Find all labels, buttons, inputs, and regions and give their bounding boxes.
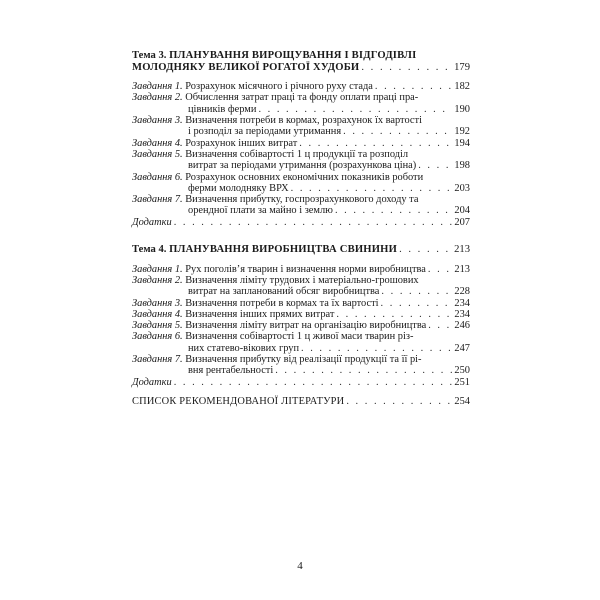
appendix-label: Додатки bbox=[132, 216, 172, 228]
section-3-page: 179 bbox=[454, 61, 470, 73]
item-text-cont: орендної плати за майно і землю bbox=[188, 205, 333, 217]
item-text: Визначення прибутку від реалізації продукції та її рі- bbox=[185, 354, 422, 366]
dot-leader bbox=[361, 62, 452, 74]
toc-item bbox=[132, 194, 470, 217]
section-4-title: ПЛАНУВАННЯ ВИРОБНИЦТВА СВИНИНИ bbox=[169, 244, 398, 256]
item-head: Завдання 2. bbox=[132, 92, 183, 104]
item-page: 203 bbox=[454, 182, 470, 194]
toc-section-4-heading bbox=[132, 244, 470, 256]
toc-appendix bbox=[132, 377, 470, 388]
page-number: 4 bbox=[297, 560, 303, 572]
dot-leader bbox=[335, 205, 452, 216]
dot-leader bbox=[174, 377, 452, 388]
item-page: 234 bbox=[454, 308, 470, 320]
appendix-page: 251 bbox=[454, 376, 470, 388]
item-text: Розрахунок основних економічних показників роботи bbox=[185, 171, 424, 183]
toc-item bbox=[132, 320, 470, 331]
toc-appendix bbox=[132, 217, 470, 228]
toc-item bbox=[132, 354, 470, 377]
toc-item bbox=[132, 138, 470, 149]
dot-leader bbox=[428, 264, 452, 275]
toc-item bbox=[132, 331, 470, 354]
item-page: 192 bbox=[454, 126, 470, 138]
section-3-title-line1: ПЛАНУВАННЯ ВИРОЩУВАННЯ І ВІДГОДІВЛІ bbox=[169, 50, 417, 61]
toc-item bbox=[132, 172, 470, 195]
appendix-label: Додатки bbox=[132, 376, 172, 388]
dot-leader bbox=[174, 217, 452, 228]
item-page: 198 bbox=[454, 160, 470, 172]
item-head: Завдання 3. bbox=[132, 115, 183, 127]
item-head: Завдання 1. bbox=[132, 263, 183, 275]
dot-leader bbox=[381, 286, 452, 297]
dot-leader bbox=[291, 183, 452, 194]
item-text: Обчислення затрат праці та фонду оплати праці пра- bbox=[185, 92, 419, 104]
toc-section-3-heading bbox=[132, 50, 470, 73]
item-page: 234 bbox=[454, 297, 470, 309]
item-text-cont: і розподіл за періодами утримання bbox=[188, 126, 342, 138]
item-text: Визначення ліміту витрат на організацію виробництва bbox=[185, 320, 427, 332]
toc-item bbox=[132, 298, 470, 309]
toc-item bbox=[132, 264, 470, 275]
item-page: 182 bbox=[454, 81, 470, 93]
item-text-cont: ферми молодняку ВРХ bbox=[188, 182, 289, 194]
dot-leader bbox=[301, 343, 452, 354]
item-page: 204 bbox=[454, 205, 470, 217]
item-text: Визначення прибутку, госпрозрахункового доходу та bbox=[185, 194, 419, 206]
item-text-cont: витрат за періодами утримання (розрахункова ціна) bbox=[188, 160, 417, 172]
item-head: Завдання 4. bbox=[132, 308, 183, 320]
section-3-prefix: Тема 3. bbox=[132, 50, 167, 61]
dot-leader bbox=[346, 396, 452, 407]
item-page: 250 bbox=[454, 365, 470, 377]
item-page: 190 bbox=[454, 103, 470, 115]
item-head: Завдання 5. bbox=[132, 148, 183, 160]
item-head: Завдання 1. bbox=[132, 81, 183, 93]
dot-leader bbox=[418, 160, 452, 171]
item-head: Завдання 6. bbox=[132, 171, 183, 183]
item-head: Завдання 3. bbox=[132, 297, 183, 309]
references-label: СПИСОК РЕКОМЕНДОВАНОЇ ЛІТЕРАТУРИ bbox=[132, 395, 345, 407]
toc-references bbox=[132, 396, 470, 407]
dot-leader bbox=[375, 81, 452, 92]
item-text: Визначення інших прямих витрат bbox=[185, 308, 335, 320]
item-text: Визначення собівартості 1 ц живої маси тварин різ- bbox=[185, 331, 414, 343]
item-head: Завдання 6. bbox=[132, 331, 183, 343]
item-page: 247 bbox=[454, 342, 470, 354]
item-text-cont: витрат на запланований обсяг виробництва bbox=[188, 286, 380, 298]
item-page: 246 bbox=[454, 320, 470, 332]
item-head: Завдання 2. bbox=[132, 274, 183, 286]
toc-item bbox=[132, 115, 470, 138]
item-page: 213 bbox=[454, 263, 470, 275]
item-text-cont: вня рентабельності bbox=[188, 365, 274, 377]
item-head: Завдання 7. bbox=[132, 194, 183, 206]
toc-item bbox=[132, 92, 470, 115]
toc-item bbox=[132, 275, 470, 298]
toc-item bbox=[132, 81, 470, 92]
dot-leader bbox=[428, 320, 452, 331]
appendix-page: 207 bbox=[454, 216, 470, 228]
dot-leader bbox=[399, 244, 452, 256]
toc-item bbox=[132, 149, 470, 172]
dot-leader bbox=[381, 298, 452, 309]
item-text: Визначення потреби в кормах та їх вартості bbox=[185, 297, 379, 309]
dot-leader bbox=[299, 138, 452, 149]
section-3-title-line2: МОЛОДНЯКУ ВЕЛИКОЇ РОГАТОЇ ХУДОБИ bbox=[132, 61, 360, 73]
item-page: 228 bbox=[454, 286, 470, 298]
item-text: Визначення собівартості 1 ц продукції та розподіл bbox=[185, 148, 409, 160]
item-text: Визначення потреби в кормах, розрахунок їх вартості bbox=[185, 115, 422, 127]
item-text: Розрахунок місячного і річного руху стада bbox=[185, 81, 373, 93]
toc-item bbox=[132, 309, 470, 320]
item-text-cont: цівників ферми bbox=[188, 103, 257, 115]
item-head: Завдання 5. bbox=[132, 320, 183, 332]
item-text-cont: них статево-вікових груп bbox=[188, 342, 300, 354]
references-page: 254 bbox=[454, 395, 470, 407]
dot-leader bbox=[343, 126, 452, 137]
dot-leader bbox=[275, 365, 452, 376]
item-text: Визначення ліміту трудових і матеріально-грошових bbox=[185, 274, 419, 286]
table-of-contents bbox=[132, 50, 470, 407]
item-text: Розрахунок інших витрат bbox=[185, 137, 298, 149]
dot-leader bbox=[336, 309, 452, 320]
section-4-page: 213 bbox=[454, 244, 470, 256]
dot-leader bbox=[258, 104, 452, 115]
item-text: Рух поголів’я тварин і визначення норми виробництва bbox=[185, 263, 426, 275]
item-page: 194 bbox=[454, 137, 470, 149]
section-4-prefix: Тема 4. bbox=[132, 244, 167, 256]
item-head: Завдання 4. bbox=[132, 137, 183, 149]
item-head: Завдання 7. bbox=[132, 354, 183, 366]
